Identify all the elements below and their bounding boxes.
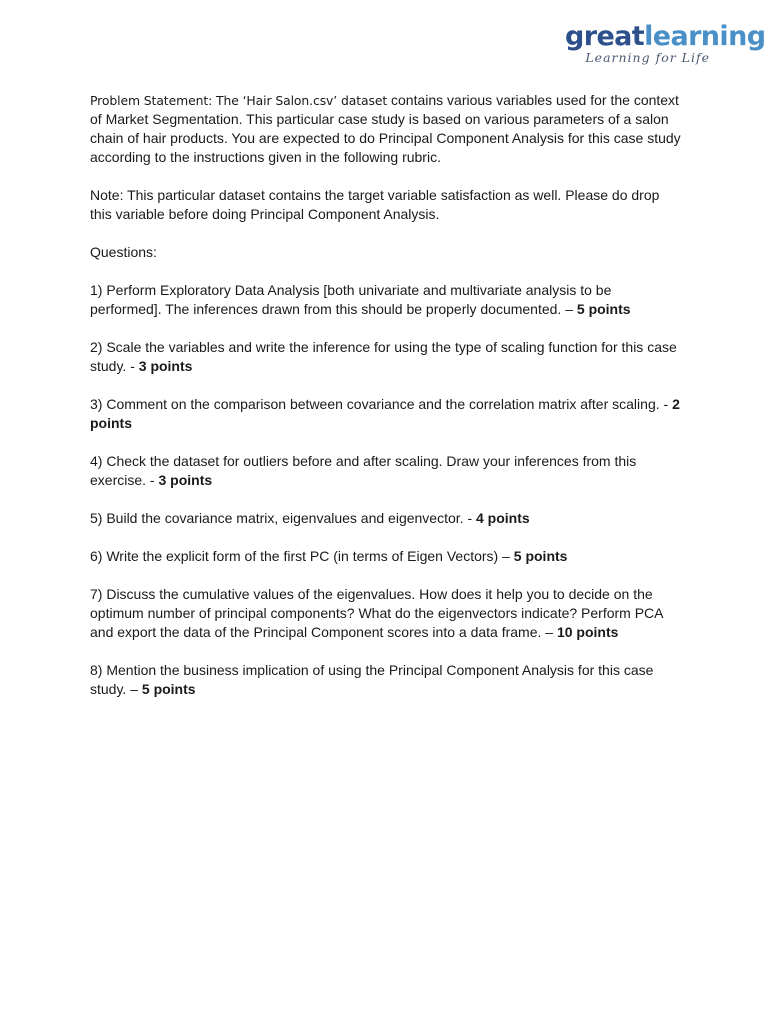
- greatlearning-logo: [565, 21, 766, 65]
- question-text: 5) Build the covariance matrix, eigenvalues and eigenvector. -: [90, 510, 476, 526]
- question-points: 5 points: [141, 681, 196, 697]
- question-points: 5 points: [576, 301, 631, 317]
- logo-word-great: great: [565, 21, 645, 52]
- logo-word-learning: learning: [644, 21, 766, 52]
- question-text: 8) Mention the business implication of using the Principal Component Analysis for this case study. –: [90, 662, 654, 697]
- question-points: 5 points: [513, 548, 568, 564]
- question-text: 7) Discuss the cumulative values of the eigenvalues. How does it help you to decide on the optimum number of principal components? What do the eigenvectors indicate? Perform PCA and export the data of the Principal Component scores into a data frame. –: [90, 586, 663, 640]
- question-points: 3 points: [158, 472, 213, 488]
- question-text: 2) Scale the variables and write the inference for using the type of scaling function for this case study. -: [90, 339, 677, 374]
- question-points: 2 points: [90, 396, 680, 431]
- question-points: 4 points: [476, 510, 530, 526]
- question-item: [90, 547, 685, 566]
- problem-statement-lead: Problem Statement: The ‘Hair Salon.csv’ dataset: [90, 93, 388, 108]
- question-text: 3) Comment on the comparison between covariance and the correlation matrix after scaling. -: [90, 396, 673, 412]
- question-points: 10 points: [556, 624, 619, 640]
- questions-heading: Questions:: [90, 244, 157, 260]
- document-body: [90, 91, 685, 718]
- question-item: [90, 452, 685, 490]
- question-item: [90, 338, 685, 376]
- problem-statement: [90, 91, 685, 167]
- problem-statement-body: contains various variables used for the context of Market Segmentation. This particular case study is based on various parameters of a salon chain of hair products. You are expected to do Principal Component Analysis for this case study according to the instructions given in the following rubric.: [90, 92, 681, 165]
- question-text: 6) Write the explicit form of the first PC (in terms of Eigen Vectors) –: [90, 548, 514, 564]
- question-text: 4) Check the dataset for outliers before and after scaling. Draw your inferences from this exercise. -: [90, 453, 637, 488]
- question-item: [90, 509, 685, 528]
- note-paragraph: Note: This particular dataset contains the target variable satisfaction as well. Please do drop this variable before doing Principal Component Analysis.: [90, 187, 660, 222]
- question-item: [90, 585, 685, 642]
- question-item: [90, 661, 685, 699]
- question-points: 3 points: [138, 358, 193, 374]
- question-item: [90, 395, 685, 433]
- question-text: 1) Perform Exploratory Data Analysis [both univariate and multivariate analysis to be performed]. The inferences drawn from this should be properly documented. –: [90, 282, 612, 317]
- question-item: [90, 281, 685, 319]
- logo-tagline: Learning for Life: [585, 50, 710, 65]
- logo-wordmark: [565, 21, 766, 52]
